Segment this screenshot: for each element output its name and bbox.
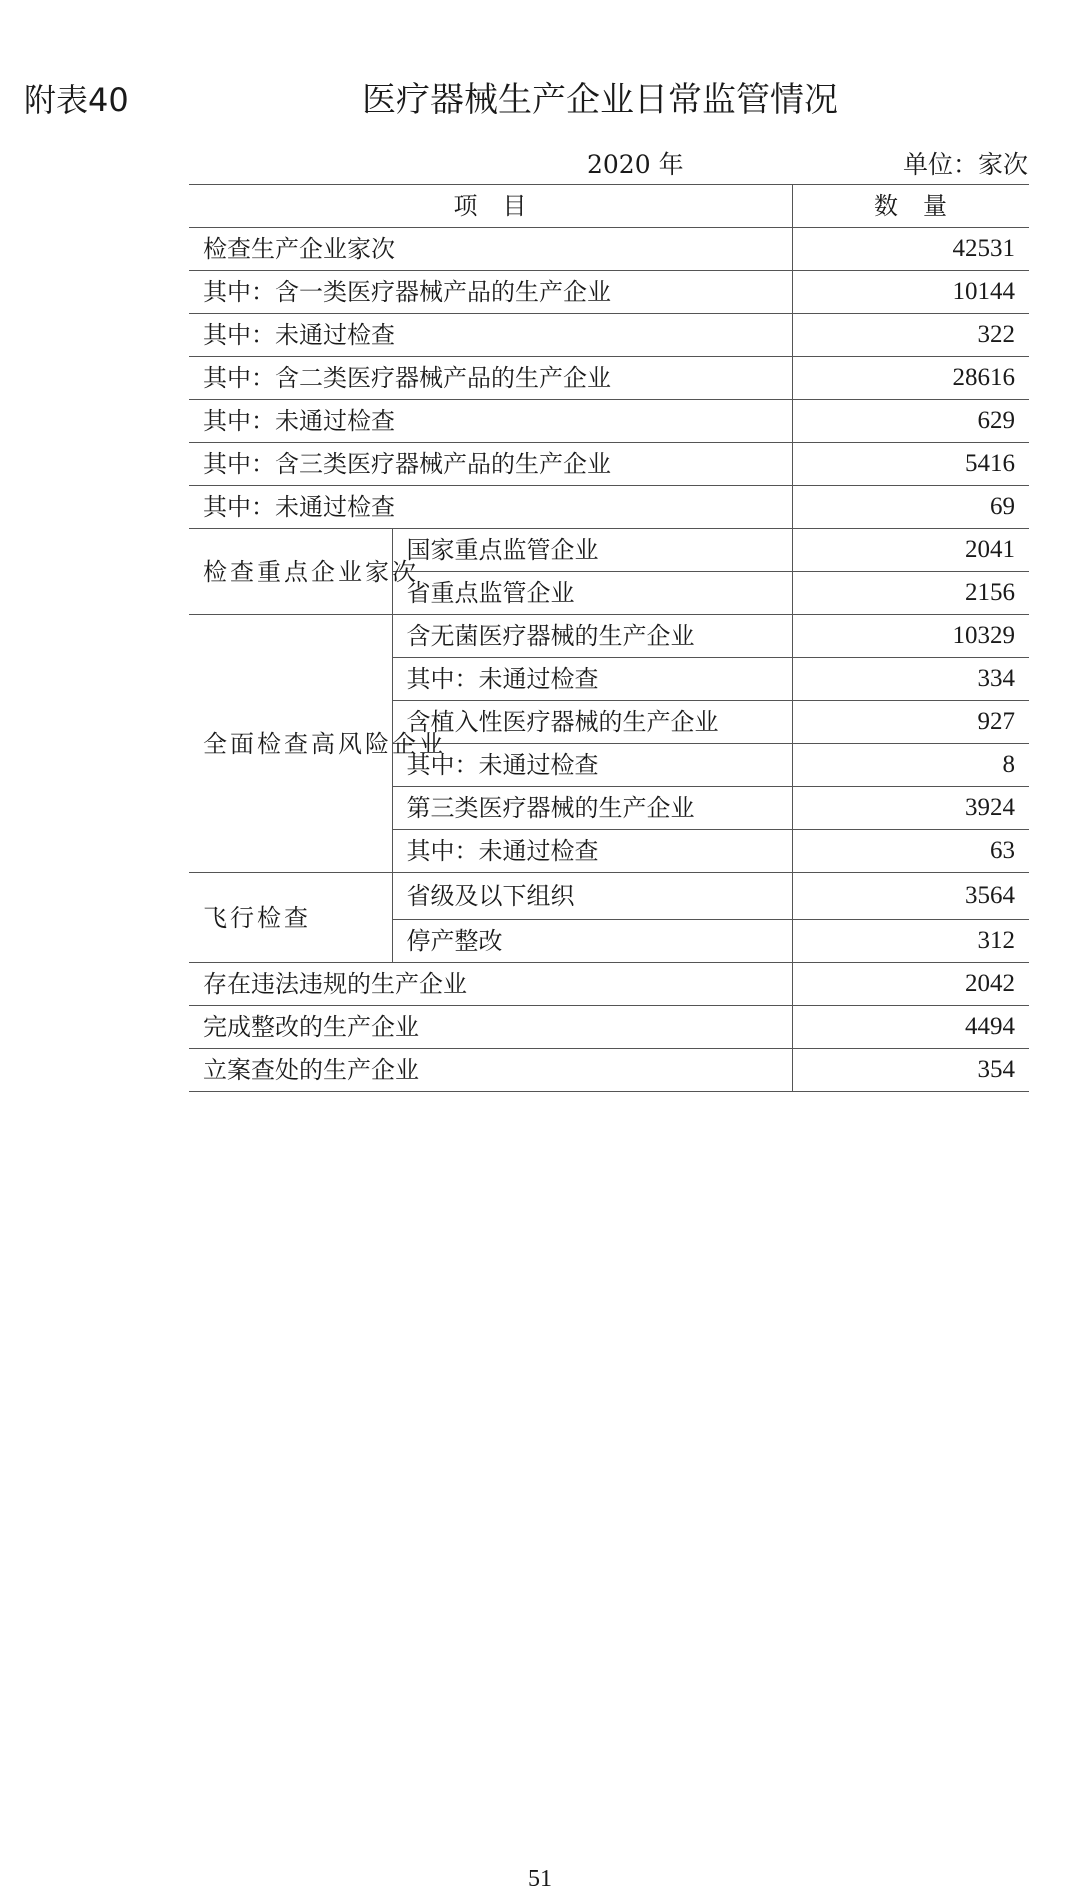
table-row <box>189 1049 1029 1092</box>
row-label: 其中：含一类医疗器械产品的生产企业 <box>189 271 792 314</box>
row-value: 10144 <box>792 271 1029 314</box>
year-label: 2020 年 <box>587 150 684 179</box>
row-value: 69 <box>792 486 1029 529</box>
table-row <box>189 615 1029 658</box>
row-label: 含无菌医疗器械的生产企业 <box>392 615 792 658</box>
row-label: 国家重点监管企业 <box>392 529 792 572</box>
table-row <box>189 357 1029 400</box>
row-value: 3564 <box>792 873 1029 920</box>
row-value: 2042 <box>792 963 1029 1006</box>
table-row <box>189 400 1029 443</box>
row-value: 334 <box>792 658 1029 701</box>
row-value: 629 <box>792 400 1029 443</box>
table-row <box>189 486 1029 529</box>
group-label-high-risk: 全面检查高风险企业 <box>189 615 392 873</box>
row-label: 检查生产企业家次 <box>189 228 792 271</box>
table-row <box>189 443 1029 486</box>
row-value: 63 <box>792 830 1029 873</box>
page-number: 51 <box>528 1866 552 1892</box>
group-label-flight: 飞行检查 <box>189 873 392 963</box>
table-row <box>189 271 1029 314</box>
table-header-row <box>189 185 1029 228</box>
row-value: 3924 <box>792 787 1029 830</box>
table-row <box>189 228 1029 271</box>
row-value: 312 <box>792 920 1029 963</box>
row-label: 含植入性医疗器械的生产企业 <box>392 701 792 744</box>
table-row <box>189 963 1029 1006</box>
row-value: 28616 <box>792 357 1029 400</box>
row-label: 第三类医疗器械的生产企业 <box>392 787 792 830</box>
row-value: 4494 <box>792 1006 1029 1049</box>
row-label: 其中：未通过检查 <box>189 314 792 357</box>
row-label: 其中：未通过检查 <box>189 400 792 443</box>
row-value: 10329 <box>792 615 1029 658</box>
row-value: 42531 <box>792 228 1029 271</box>
row-value: 2156 <box>792 572 1029 615</box>
row-value: 5416 <box>792 443 1029 486</box>
row-label: 完成整改的生产企业 <box>189 1006 792 1049</box>
row-label: 其中：含三类医疗器械产品的生产企业 <box>189 443 792 486</box>
row-label: 其中：未通过检查 <box>392 744 792 787</box>
group-label-key-enterprise: 检查重点企业家次 <box>189 529 392 615</box>
table-row <box>189 314 1029 357</box>
table-row <box>189 529 1029 572</box>
table-row <box>189 1006 1029 1049</box>
column-header-count: 数 量 <box>792 185 1029 228</box>
annex-label: 附表40 <box>24 81 129 119</box>
row-label: 其中：未通过检查 <box>189 486 792 529</box>
row-label: 省级及以下组织 <box>392 873 792 920</box>
row-value: 8 <box>792 744 1029 787</box>
row-value: 354 <box>792 1049 1029 1092</box>
unit-label: 单位：家次 <box>902 150 1028 179</box>
page-title: 医疗器械生产企业日常监管情况 <box>362 80 838 120</box>
row-label: 立案查处的生产企业 <box>189 1049 792 1092</box>
row-label: 其中：未通过检查 <box>392 830 792 873</box>
row-value: 322 <box>792 314 1029 357</box>
row-label: 停产整改 <box>392 920 792 963</box>
row-label: 存在违法违规的生产企业 <box>189 963 792 1006</box>
supervision-table <box>189 184 1029 1092</box>
row-value: 2041 <box>792 529 1029 572</box>
table-row <box>189 873 1029 920</box>
row-label: 其中：未通过检查 <box>392 658 792 701</box>
column-header-item: 项 目 <box>189 185 792 228</box>
row-label: 省重点监管企业 <box>392 572 792 615</box>
row-value: 927 <box>792 701 1029 744</box>
row-label: 其中：含二类医疗器械产品的生产企业 <box>189 357 792 400</box>
